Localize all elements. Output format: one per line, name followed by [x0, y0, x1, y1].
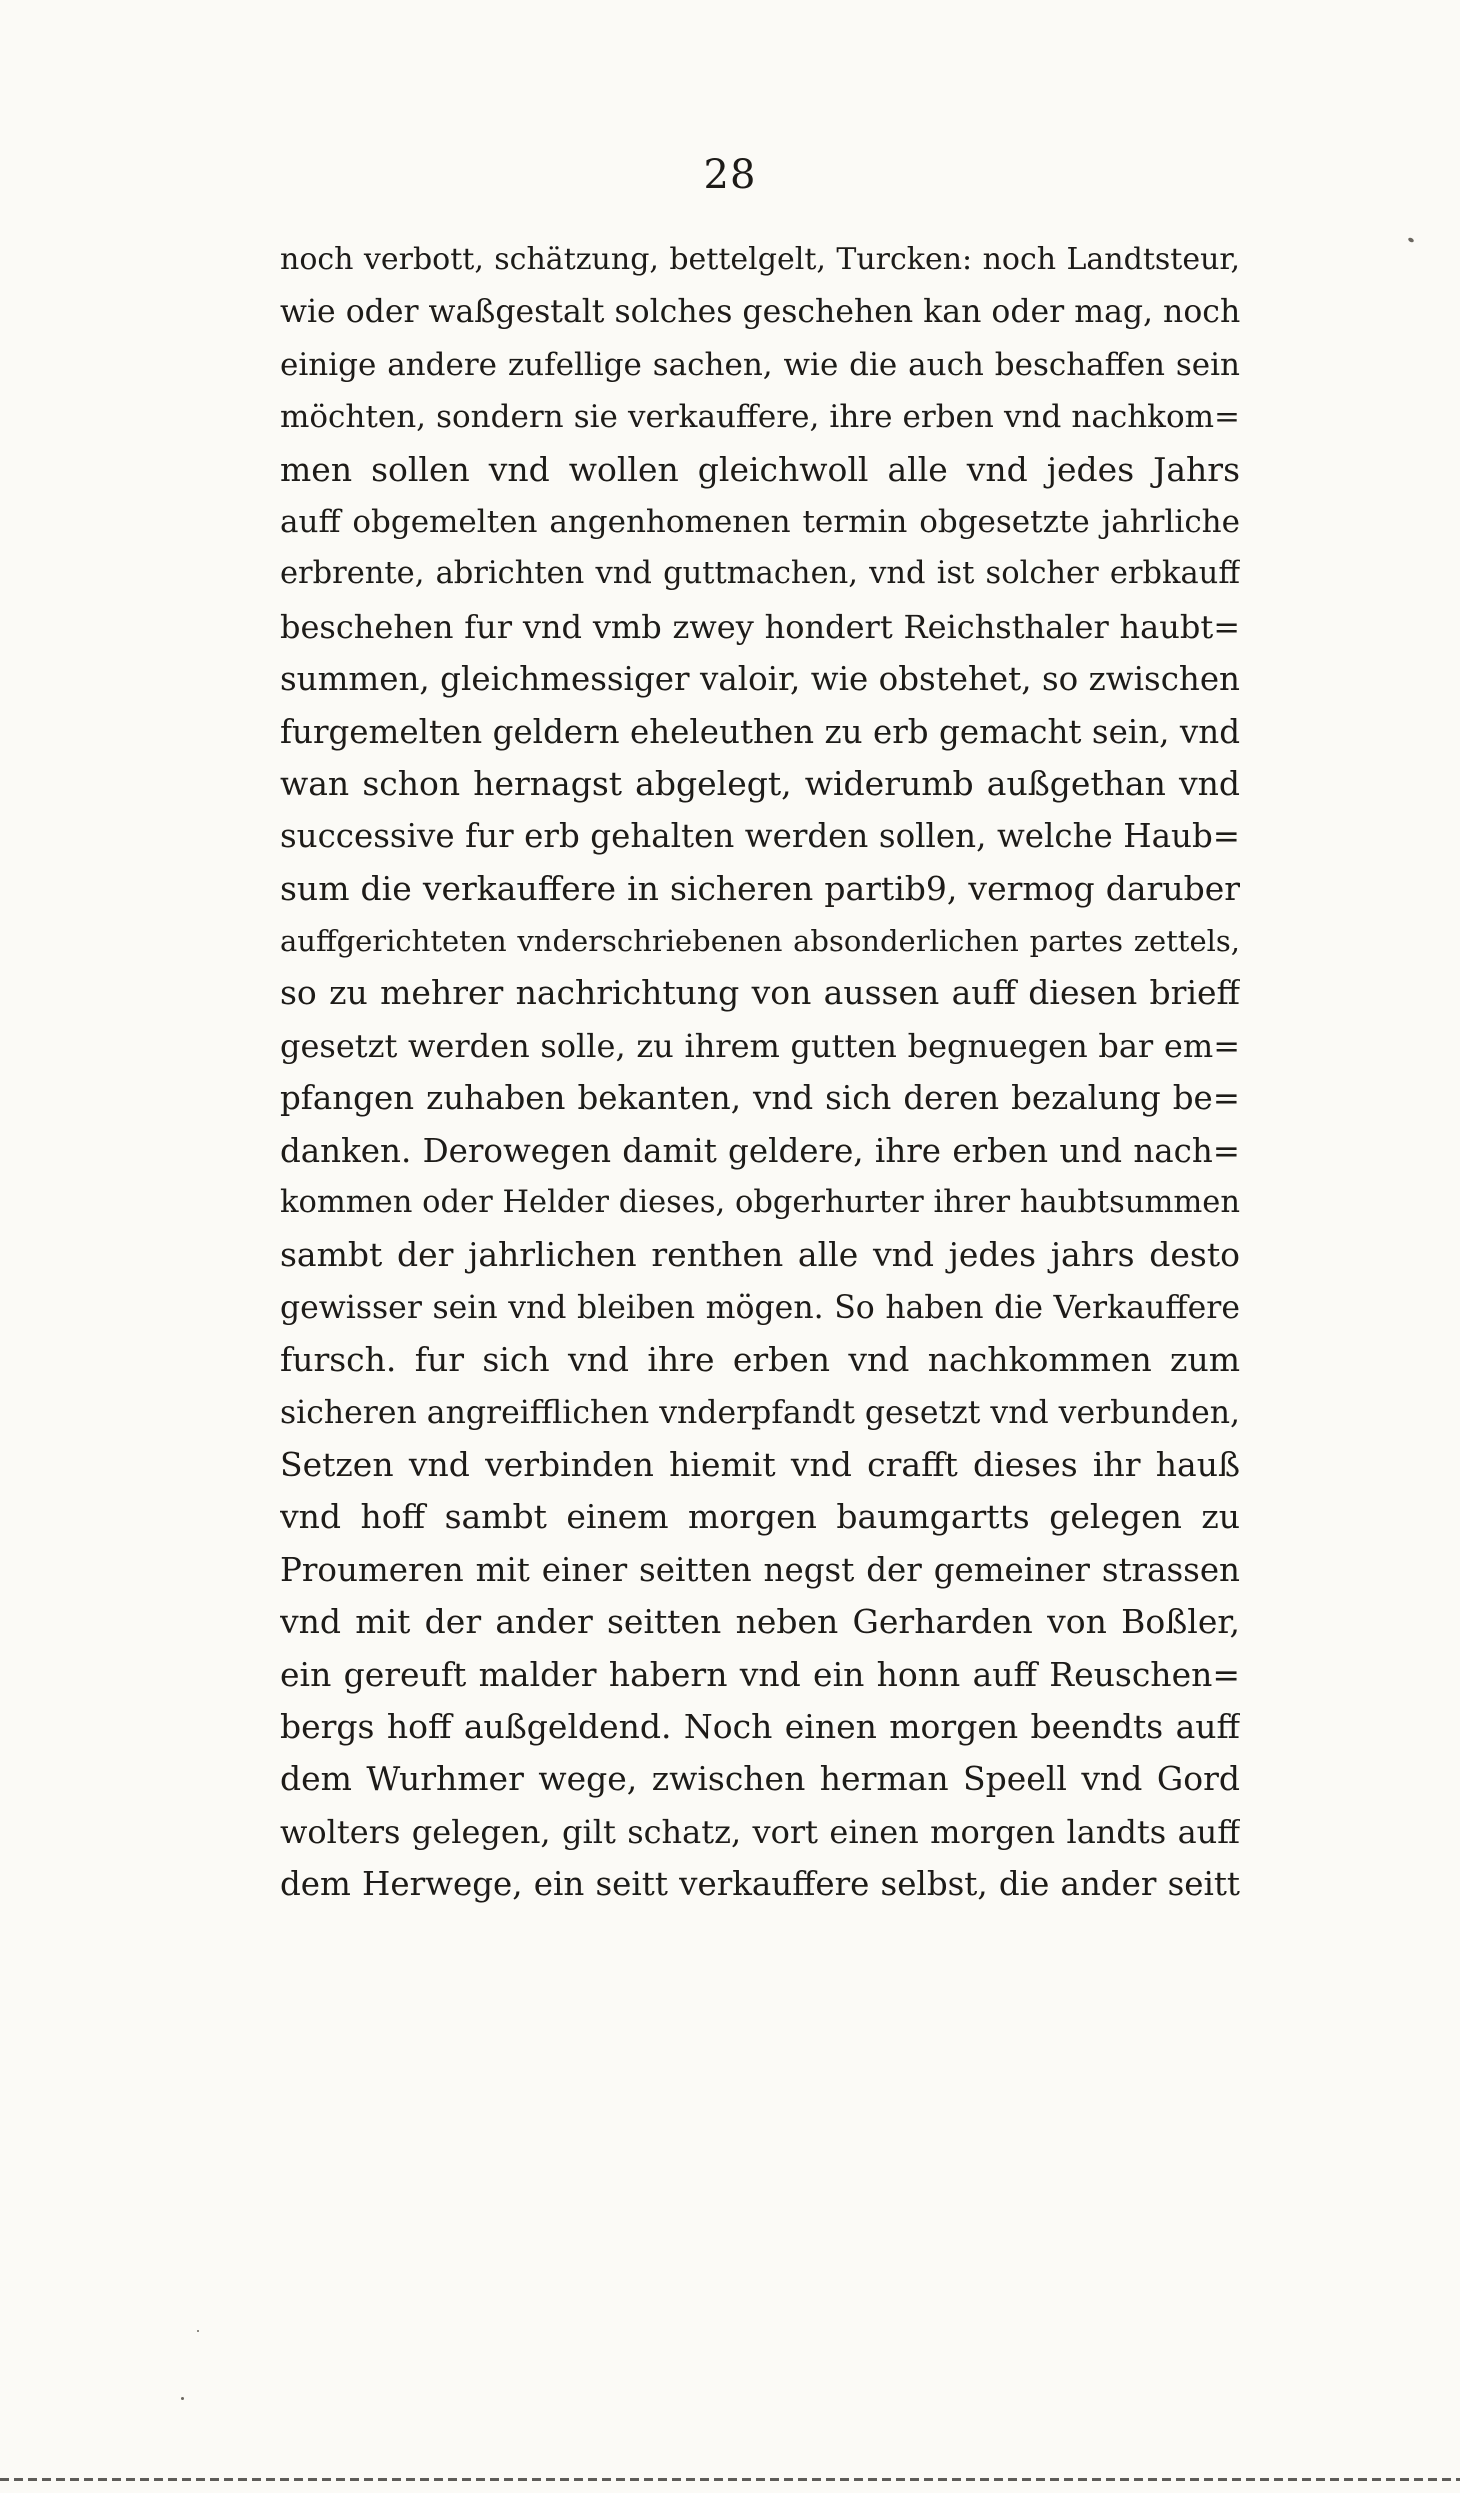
- text-line: wolters gelegen, gilt schatz, vort einen morgen landts auff: [280, 1812, 1240, 1851]
- page-edge-rule: [0, 2478, 1460, 2481]
- text-line: beschehen fur vnd vmb zwey hondert Reichsthaler haubt=: [280, 607, 1240, 646]
- text-line: ein gereuft malder habern vnd ein honn auff Reuschen=: [280, 1654, 1240, 1694]
- text-line: noch verbott, schätzung, bettelgelt, Turcken: noch Landtsteur,: [280, 242, 1240, 277]
- text-line: sicheren angreifflichen vnderpfandt gesetzt vnd verbunden,: [280, 1394, 1240, 1431]
- margin-speck: [1407, 237, 1414, 243]
- body-text: [280, 234, 1240, 1911]
- text-line: wan schon hernagst abgelegt, widerumb außgethan vnd: [280, 763, 1240, 803]
- text-line: auff obgemelten angenhomenen termin obgesetzte jahrliche: [280, 503, 1240, 540]
- text-line: danken. Derowegen damit geldere, ihre erben und nach=: [280, 1131, 1240, 1170]
- text-line: pfangen zuhaben bekanten, vnd sich deren bezalung be=: [280, 1079, 1240, 1118]
- margin-speck: [181, 2397, 184, 2400]
- text-line: bergs hoff außgeldend. Noch einen morgen beendts auff: [280, 1706, 1240, 1746]
- text-line: kommen oder Helder dieses, obgerhurter ihrer haubtsummen: [280, 1185, 1240, 1221]
- text-line: dem Wurhmer wege, zwischen herman Speell vnd Gord: [280, 1759, 1240, 1799]
- text-line: sambt der jahrlichen renthen alle vnd jedes jahrs desto: [280, 1235, 1240, 1275]
- text-line: wie oder waßgestalt solches geschehen kan oder mag, noch: [280, 294, 1240, 331]
- text-line: auffgerichteten vnderschriebenen absonderlichen partes zettels,: [280, 924, 1240, 959]
- text-line: möchten, sondern sie verkauffere, ihre erben vnd nachkom=: [280, 399, 1240, 436]
- margin-speck: [197, 2330, 199, 2332]
- text-line: successive fur erb gehalten werden sollen, welche Haub=: [280, 817, 1240, 856]
- text-line: erbrente, abrichten vnd guttmachen, vnd ist solcher erbkauff: [280, 556, 1240, 592]
- text-line: summen, gleichmessiger valoir, wie obstehet, so zwischen: [280, 660, 1240, 699]
- text-line: fursch. fur sich vnd ihre erben vnd nachkommen zum: [280, 1340, 1240, 1380]
- text-line: gewisser sein vnd bleiben mögen. So haben die Verkauffere: [280, 1289, 1240, 1326]
- page-number: 28: [703, 152, 757, 198]
- text-line: dem Herwege, ein seitt verkauffere selbst, die ander seitt: [280, 1865, 1240, 1904]
- text-line: men sollen vnd wollen gleichwoll alle vnd jedes Jahrs: [280, 449, 1240, 489]
- text-line: furgemelten geldern eheleuthen zu erb gemacht sein, vnd: [280, 712, 1240, 751]
- text-line: vnd hoff sambt einem morgen baumgartts gelegen zu: [280, 1497, 1240, 1537]
- text-line: sum die verkauffere in sicheren partib9, vermog daruber: [280, 868, 1240, 908]
- text-line: Proumeren mit einer seitten negst der gemeiner strassen: [280, 1550, 1240, 1589]
- text-line: einige andere zufellige sachen, wie die auch beschaffen sein: [280, 346, 1240, 383]
- text-line: vnd mit der ander seitten neben Gerharden von Boßler,: [280, 1602, 1240, 1642]
- text-line: Setzen vnd verbinden hiemit vnd crafft dieses ihr hauß: [280, 1444, 1240, 1484]
- text-line: gesetzt werden solle, zu ihrem gutten begnuegen bar em=: [280, 1026, 1240, 1065]
- text-line: so zu mehrer nachrichtung von aussen auff diesen brieff: [280, 973, 1240, 1013]
